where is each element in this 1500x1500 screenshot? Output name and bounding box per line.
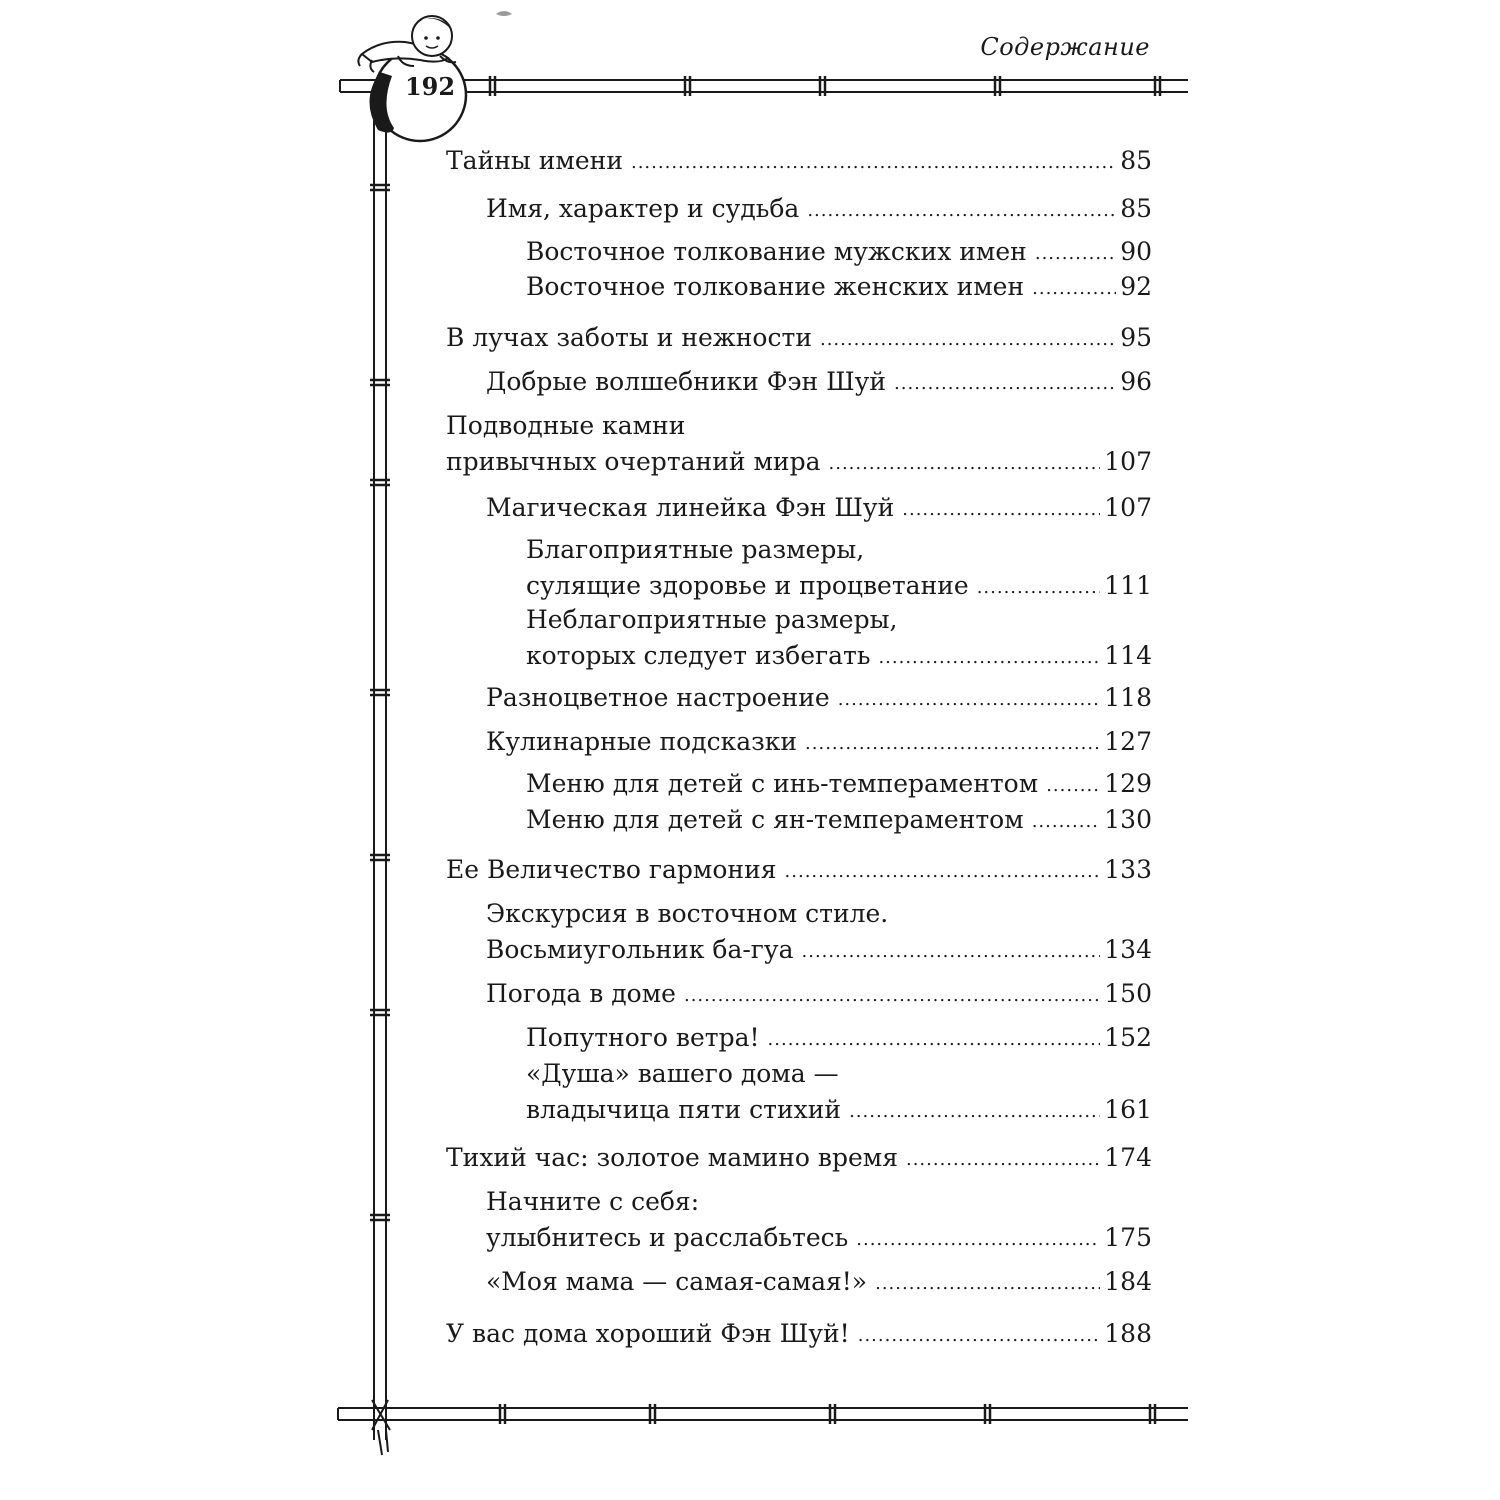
toc-entry	[526, 1020, 1152, 1056]
toc-entry	[526, 269, 1152, 305]
toc-page-number: 129	[1104, 769, 1152, 798]
toc-entry	[446, 408, 1152, 480]
toc-page-number: 114	[1104, 641, 1152, 670]
toc-page-number: 118	[1104, 683, 1152, 712]
toc-page-number: 107	[1104, 447, 1152, 476]
bottom-bamboo-rail	[338, 1404, 1188, 1424]
toc-page-number: 85	[1120, 146, 1152, 175]
toc-page-number: 90	[1120, 237, 1152, 266]
toc-entry-title: Погода в доме	[486, 979, 676, 1008]
toc-page-number: 96	[1120, 367, 1152, 396]
running-head: Содержание	[980, 33, 1150, 61]
toc-entry-title: Восточное толкование женских имен	[526, 272, 1025, 301]
toc-dot-leader	[906, 1142, 1100, 1178]
toc-entry-title: Ее Величество гармония	[446, 855, 777, 884]
toc-dot-leader	[785, 854, 1101, 890]
toc-page-number: 161	[1104, 1095, 1152, 1124]
toc-entry	[446, 852, 1152, 888]
toc-entry	[446, 1140, 1152, 1176]
toc-dot-leader	[902, 492, 1100, 528]
toc-page-number: 107	[1104, 493, 1152, 522]
toc-entry	[446, 1316, 1152, 1352]
toc-entry	[526, 234, 1152, 270]
toc-entry-title: Восьмиугольник ба-гуа	[486, 935, 794, 964]
toc-entry-title: владычица пяти стихий	[526, 1095, 842, 1124]
toc-page-number: 92	[1120, 272, 1152, 301]
toc-entry	[486, 680, 1152, 716]
toc-entry-title: Тихий час: золотое мамино время	[446, 1143, 898, 1172]
toc-dot-leader	[838, 682, 1101, 718]
toc-entry-title: которых следует избегать	[526, 641, 871, 670]
toc-dot-leader	[802, 934, 1101, 970]
toc-page-number: 152	[1104, 1023, 1152, 1052]
toc-entry-title: Экскурсия в восточном стиле.	[486, 899, 889, 928]
toc-dot-leader	[858, 1318, 1101, 1354]
toc-dot-leader	[875, 1266, 1100, 1302]
toc-entry-title: Попутного ветра!	[526, 1023, 760, 1052]
toc-page-number: 174	[1104, 1143, 1152, 1172]
toc-entry	[486, 1264, 1152, 1300]
toc-entry	[526, 602, 1152, 674]
toc-entry	[486, 490, 1152, 526]
toc-dot-leader	[631, 145, 1116, 181]
toc-entry	[526, 802, 1152, 838]
toc-dot-leader	[1032, 804, 1101, 840]
toc-entry-title: Неблагоприятные размеры,	[526, 605, 898, 634]
toc-dot-leader	[1035, 236, 1116, 272]
toc-entry	[526, 1056, 1152, 1128]
toc-dot-leader	[807, 193, 1116, 229]
toc-entry	[486, 896, 1152, 968]
toc-page-number: 85	[1120, 194, 1152, 223]
toc-entry-title: Благоприятные размеры,	[526, 535, 865, 564]
toc-entry-title: Кулинарные подсказки	[486, 727, 798, 756]
toc-page-number: 184	[1104, 1267, 1152, 1296]
toc-entry	[446, 320, 1152, 356]
page-number: 192	[404, 72, 456, 101]
toc-entry-title: У вас дома хороший Фэн Шуй!	[446, 1319, 850, 1348]
toc-page-number: 111	[1104, 571, 1152, 600]
toc-entry-title: Меню для детей с ян-темпераментом	[526, 805, 1024, 834]
toc-entry	[486, 724, 1152, 760]
toc-entry-title: В лучах заботы и нежности	[446, 323, 812, 352]
toc-dot-leader	[849, 1094, 1100, 1130]
toc-dot-leader	[977, 570, 1101, 606]
toc-entry	[446, 143, 1152, 179]
toc-entry-title: привычных очертаний мира	[446, 447, 821, 476]
toc-entry-title: «Душа» вашего дома —	[526, 1059, 839, 1088]
toc-page-number: 130	[1104, 805, 1152, 834]
toc-entry-title: Начните с себя:	[486, 1187, 700, 1216]
toc-entry-title: Тайны имени	[446, 146, 623, 175]
toc-page-number: 127	[1104, 727, 1152, 756]
toc-dot-leader	[894, 366, 1116, 402]
toc-dot-leader	[768, 1022, 1101, 1058]
toc-page-number: 175	[1104, 1223, 1152, 1252]
toc-dot-leader	[1032, 271, 1116, 307]
toc-dot-leader	[878, 640, 1100, 676]
toc-entry-title: Восточное толкование мужских имен	[526, 237, 1027, 266]
toc-entry-title: Магическая линейка Фэн Шуй	[486, 493, 895, 522]
toc-entry-title: Подводные камни	[446, 411, 686, 440]
toc-dot-leader	[820, 322, 1116, 358]
toc-page-number: 150	[1104, 979, 1152, 1008]
toc-dot-leader	[684, 978, 1100, 1014]
toc-dot-leader	[805, 726, 1100, 762]
toc-dot-leader	[829, 446, 1101, 482]
vertical-bamboo-pole	[370, 120, 390, 1455]
toc-entry-title: Добрые волшебники Фэн Шуй	[486, 367, 886, 396]
toc-page-number: 134	[1104, 935, 1152, 964]
toc-dot-leader	[856, 1222, 1100, 1258]
toc-entry	[486, 1184, 1152, 1256]
toc-entry	[526, 766, 1152, 802]
toc-entry	[486, 976, 1152, 1012]
toc-entry-title: Разноцветное настроение	[486, 683, 830, 712]
toc-page-number: 95	[1120, 323, 1152, 352]
toc-entry	[486, 364, 1152, 400]
toc-entry-title: улыбнитесь и расслабьтесь	[486, 1223, 849, 1252]
toc-entry-title: «Моя мама — самая-самая!»	[486, 1267, 868, 1296]
toc-entry-title: Меню для детей с инь-темпераментом	[526, 769, 1039, 798]
toc-entry	[526, 532, 1152, 604]
toc-entry-title: Имя, характер и судьба	[486, 194, 800, 223]
toc-entry	[486, 191, 1152, 227]
toc-dot-leader	[1046, 768, 1100, 804]
toc-page-number: 188	[1104, 1319, 1152, 1348]
toc-entry-title: сулящие здоровье и процветание	[526, 571, 969, 600]
toc-page-number: 133	[1104, 855, 1152, 884]
